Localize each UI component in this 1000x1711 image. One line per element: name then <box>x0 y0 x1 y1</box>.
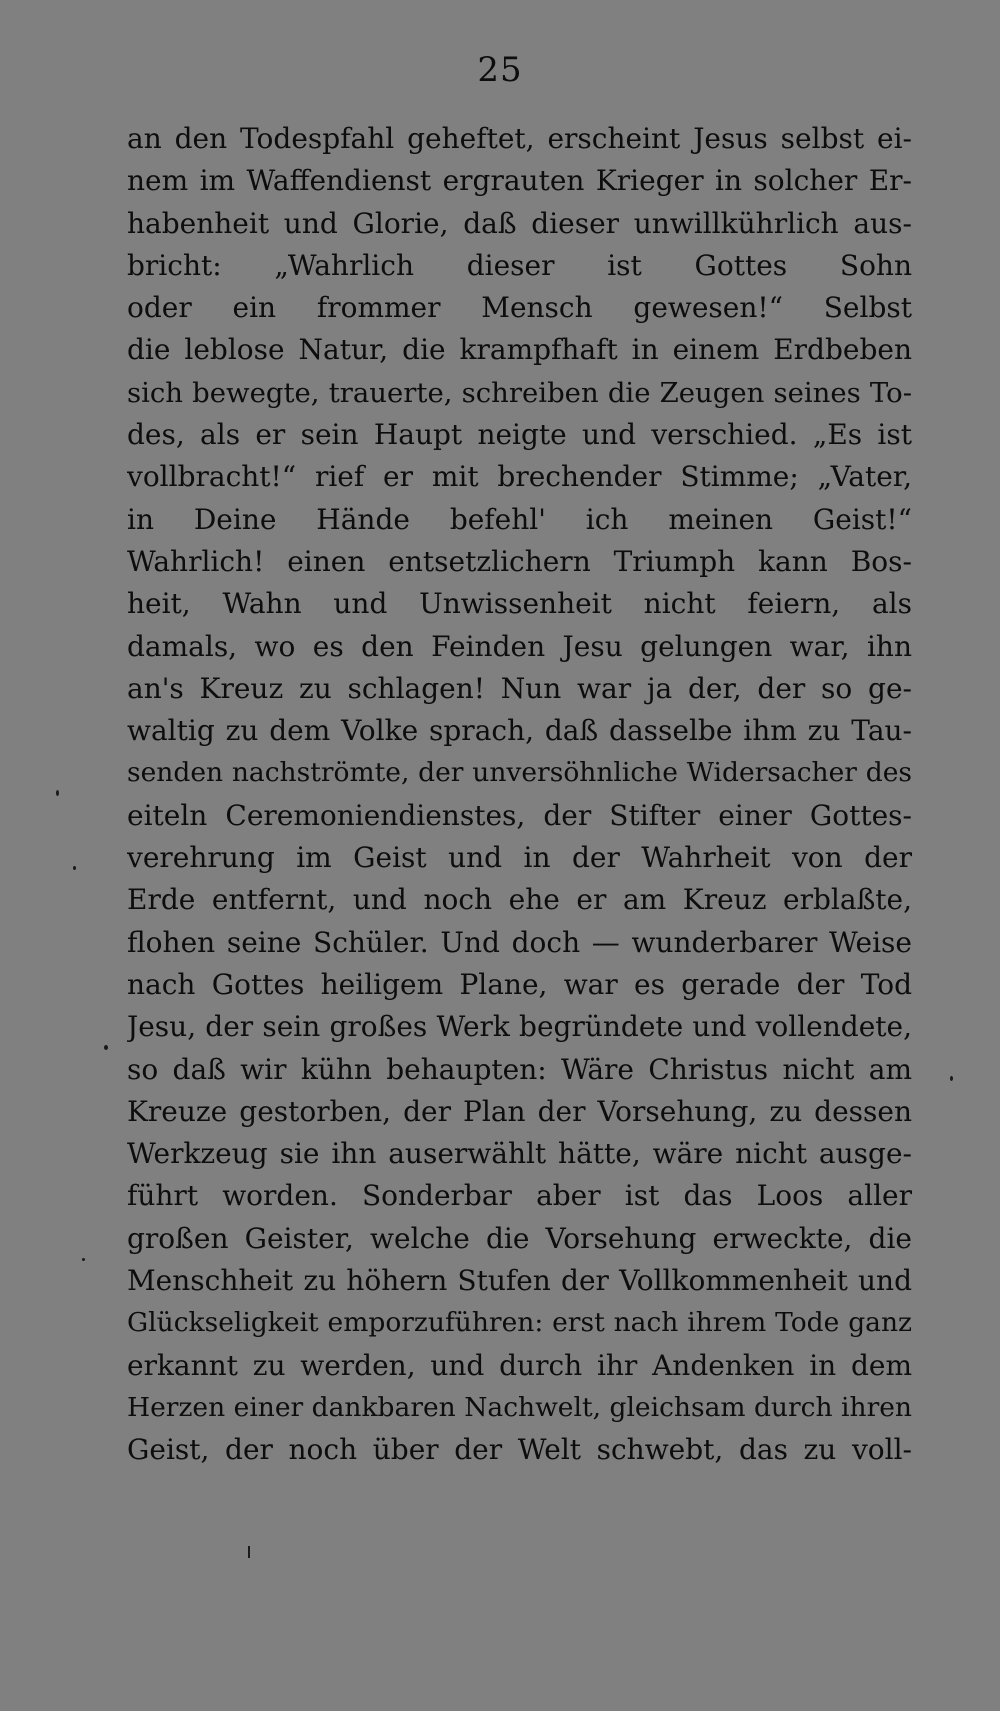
text-line: vollbracht!“ rief er mit brechender Stimme; „Vater, <box>127 460 912 494</box>
text-line: des, als er sein Haupt neigte und verschied. „Es ist <box>127 418 912 452</box>
text-line: an's Kreuz zu schlagen! Nun war ja der, der so ge- <box>127 671 912 705</box>
scan-speck <box>73 866 76 870</box>
text-line: Werkzeug sie ihn auserwählt hätte, wäre nicht ausge- <box>127 1137 912 1171</box>
text-line: habenheit und Glorie, daß dieser unwillkührlich aus- <box>127 206 912 240</box>
text-line: heit, Wahn und Unwissenheit nicht feiern, als <box>127 587 912 621</box>
text-line: Menschheit zu höhern Stufen der Vollkommenheit und <box>127 1264 912 1298</box>
scan-speck <box>82 1258 85 1261</box>
text-line: senden nachströmte, der unversöhnliche Widersacher des <box>127 757 912 789</box>
text-line: erkannt zu werden, und durch ihr Andenken in dem <box>127 1348 912 1382</box>
text-line: damals, wo es den Feinden Jesu gelungen war, ihn <box>127 629 912 663</box>
text-line: bricht: „Wahrlich dieser ist Gottes Sohn <box>127 248 912 282</box>
text-line: oder ein frommer Mensch gewesen!“ Selbst <box>127 291 912 325</box>
text-line: sich bewegte, trauerte, schreiben die Zeugen seines To- <box>127 376 912 409</box>
text-line: Herzen einer dankbaren Nachwelt, gleichsam durch ihren <box>127 1391 912 1423</box>
text-line: die leblose Natur, die krampfhaft in einem Erdbeben <box>127 333 912 367</box>
scan-mark <box>248 1546 250 1558</box>
page-number: 25 <box>477 50 523 90</box>
text-line: so daß wir kühn behaupten: Wäre Christus nicht am <box>127 1052 912 1086</box>
text-line: flohen seine Schüler. Und doch — wunderbarer Weise <box>127 925 912 959</box>
text-line: verehrung im Geist und in der Wahrheit von der <box>127 841 912 875</box>
text-line: führt worden. Sonderbar aber ist das Loos aller <box>127 1179 912 1213</box>
text-line: waltig zu dem Volke sprach, daß dasselbe ihm zu Tau- <box>127 714 912 748</box>
text-line: großen Geister, welche die Vorsehung erweckte, die <box>127 1221 912 1255</box>
text-line: Wahrlich! einen entsetzlichern Triumph kann Bos- <box>127 544 912 578</box>
text-line: Erde entfernt, und noch ehe er am Kreuz erblaßte, <box>127 883 912 917</box>
text-line: Jesu, der sein großes Werk begründete und vollendete, <box>127 1010 912 1044</box>
text-line: Geist, der noch über der Welt schwebt, das zu voll- <box>127 1433 912 1467</box>
text-line: nach Gottes heiligem Plane, war es gerade der Tod <box>127 967 912 1001</box>
text-line: nem im Waffendienst ergrauten Krieger in solcher Er- <box>127 164 912 198</box>
text-line: eiteln Ceremoniendienstes, der Stifter einer Gottes- <box>127 798 912 832</box>
text-line: in Deine Hände befehl' ich meinen Geist!“ <box>127 502 912 536</box>
text-line: an den Todespfahl geheftet, erscheint Jesus selbst ei- <box>127 122 912 155</box>
text-line: Kreuze gestorben, der Plan der Vorsehung, zu dessen <box>127 1094 912 1128</box>
text-line: Glückseligkeit emporzuführen: erst nach ihrem Tode ganz <box>127 1307 912 1339</box>
body-text <box>127 118 912 1472</box>
scan-speck <box>56 790 59 796</box>
scan-speck <box>104 1045 108 1050</box>
scan-speck <box>950 1076 953 1081</box>
